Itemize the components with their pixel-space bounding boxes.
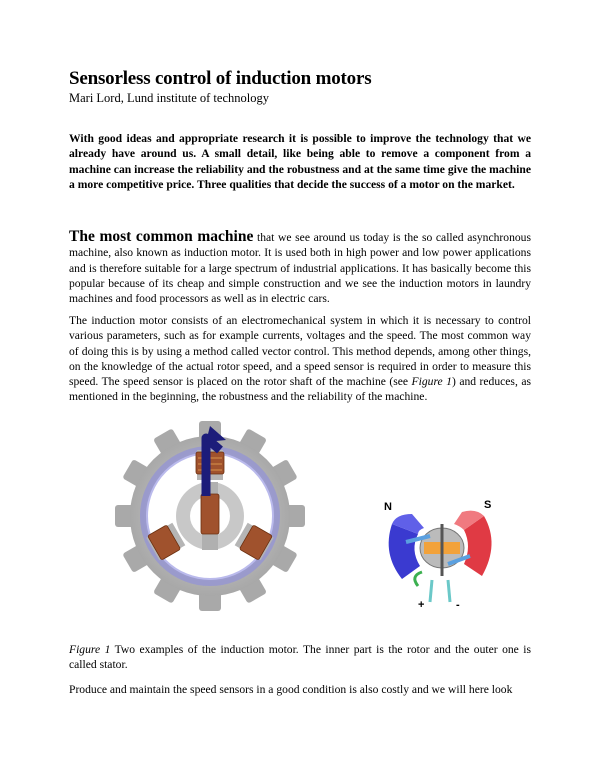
positive-terminal-label: + [418, 599, 425, 611]
negative-terminal-label: - [456, 599, 460, 611]
abstract: With good ideas and appropriate research it is possible to improve the technology that we already have around us. A small detail, like being able to remove a component from a machine can increase the reliability and the robustness and at the same time give the machine a more competitive price. Three qualities that decide the success of a motor on the market. [69, 132, 531, 191]
paragraph-3: Produce and maintain the speed sensors in a good condition is also costly and we will here look [69, 683, 513, 696]
figure-reference: Figure 1 [411, 375, 452, 389]
paragraph-2-text-after: ) and reduces, as mentioned in the beginning, the robustness and the reliability of the machine. [69, 375, 531, 404]
paragraph-2-text-before: The induction motor consists of an electromechanical system in which it is necessary to control various parameters, such as for example currents, voltages and the speed. The most common way of doing this is by using a method called vector control. This method depends, among other things, on the knowledge of the actual rotor speed, and a speed sensor is required in order to measure this speed. The speed sensor is placed on the rotor shaft of the machine (see [69, 314, 531, 389]
south-pole-label: S [484, 499, 492, 511]
magnet-motor-illustration [372, 484, 507, 614]
north-pole-label: N [384, 501, 392, 513]
paper-title: Sensorless control of induction motors [69, 68, 372, 89]
induction-motor-cross-section-illustration [115, 421, 305, 611]
figure-caption-text: Two examples of the induction motor. The inner part is the rotor and the outer one is called stator. [69, 643, 531, 672]
paragraph-1 [69, 229, 531, 306]
figure-caption-label: Figure 1 [69, 643, 111, 656]
figure-caption [69, 642, 531, 673]
paragraph-1-text: that we see around us today is the so called asynchronous machine, also known as induction motor. It is used both in high power and low power applications and is therefore suitable for a large spectrum of industrial applications. It has basically become this popular because of its cheap and simple construction and we see the induction motors in laundry machines and food processors as well as in electric cars. [69, 231, 531, 306]
paragraph-1-lead: The most common machine [69, 228, 254, 245]
paragraph-2 [69, 313, 531, 405]
author-line: Mari Lord, Lund institute of technology [69, 91, 269, 105]
